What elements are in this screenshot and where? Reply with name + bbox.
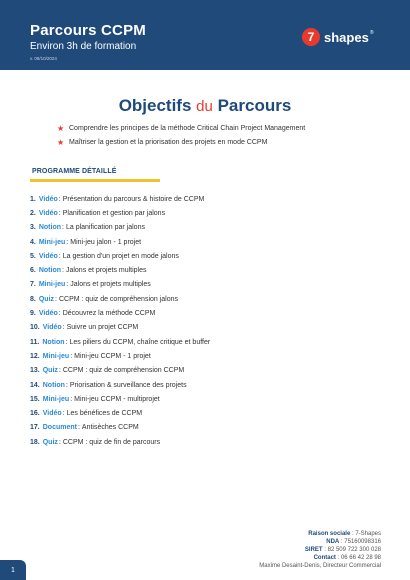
title-word-du: du	[196, 98, 213, 115]
item-type: Vidéo	[38, 195, 58, 203]
page-number: 1	[0, 560, 26, 580]
item-type: Vidéo	[38, 310, 58, 318]
item-number: 13.	[30, 367, 40, 375]
item-type: Mini-jeu	[42, 395, 70, 403]
program-item: 6. Notion : Jalons et projets multiples	[30, 267, 147, 275]
footer-siret: SIRET : 82 509 722 300 028	[304, 547, 381, 553]
logo-badge-icon: 7	[302, 28, 320, 46]
item-type: Notion	[38, 224, 62, 232]
item-number: 1.	[30, 195, 36, 203]
seven-shapes-logo	[302, 27, 374, 47]
program-item: 16. Vidéo : Les bénéfices de CCPM	[30, 410, 143, 418]
program-item: 7. Mini-jeu : Jalons et projets multiples	[30, 281, 151, 289]
logo-wordmark: shapes	[324, 29, 369, 45]
company-footer	[259, 530, 381, 570]
star-icon: ★	[57, 138, 65, 147]
item-text: Priorisation & surveillance des projets	[69, 381, 187, 389]
footer-raison: Raison sociale : 7-Shapes	[308, 531, 381, 537]
item-text: CCPM : quiz de compréhension CCPM	[62, 367, 185, 375]
item-type: Mini-jeu	[42, 352, 70, 360]
item-number: 15.	[30, 395, 40, 403]
item-type: Notion	[38, 267, 62, 275]
program-item: 14. Notion : Priorisation & surveillance des projets	[30, 381, 187, 389]
objective-text: Maîtriser la gestion et la priorisation des projets en mode CCPM	[69, 139, 268, 146]
program-item: 5. Vidéo : La gestion d'un projet en mode jalons	[30, 252, 179, 260]
star-icon: ★	[57, 124, 65, 133]
item-type: Mini-jeu	[38, 281, 66, 289]
item-type: Vidéo	[42, 324, 62, 332]
item-number: 17.	[30, 424, 40, 432]
item-text: Mini-jeu jalon - 1 projet	[70, 238, 142, 246]
course-duration: Environ 3h de formation	[30, 41, 137, 52]
program-item: 9. Vidéo : Découvrez la méthode CCPM	[30, 310, 156, 318]
item-text: La planification par jalons	[65, 224, 145, 232]
item-number: 6.	[30, 267, 36, 275]
item-number: 7.	[30, 281, 36, 289]
item-type: Vidéo	[42, 410, 62, 418]
title-word-objectifs: Objectifs	[118, 96, 192, 115]
item-text: Suivre un projet CCPM	[66, 324, 139, 332]
item-text: Jalons et projets multiples	[65, 267, 147, 275]
item-type: Quiz	[42, 367, 58, 375]
item-text: Présentation du parcours & histoire de CCPM	[62, 195, 205, 203]
item-type: Document	[42, 424, 77, 432]
program-item: 2. Vidéo : Planification et gestion par jalons	[30, 209, 166, 217]
item-text: CCPM : quiz de fin de parcours	[62, 438, 161, 446]
item-type: Vidéo	[38, 252, 58, 260]
footer-person: Maxime Desaint-Denis, Directeur Commercial	[259, 563, 381, 569]
item-text: Découvrez la méthode CCPM	[62, 310, 156, 318]
item-text: CCPM : quiz de compréhension jalons	[58, 295, 179, 303]
program-item: 3. Notion : La planification par jalons	[30, 224, 145, 232]
item-number: 3.	[30, 224, 36, 232]
header-band	[0, 0, 410, 70]
program-item: 10. Vidéo : Suivre un projet CCPM	[30, 324, 139, 332]
item-text: La gestion d'un projet en mode jalons	[62, 252, 179, 260]
program-item: 12. Mini-jeu : Mini-jeu CCPM - 1 projet	[30, 352, 151, 360]
objective-item	[57, 124, 387, 138]
item-text: Les piliers du CCPM, chaîne critique et buffer	[69, 338, 211, 346]
item-number: 12.	[30, 352, 40, 360]
program-list	[30, 192, 370, 449]
item-number: 9.	[30, 310, 36, 318]
program-item: 4. Mini-jeu : Mini-jeu jalon - 1 projet	[30, 238, 142, 246]
item-text: Planification et gestion par jalons	[62, 209, 166, 217]
program-item: 17. Document : Antisèches CCPM	[30, 424, 139, 432]
footer-nda: NDA : 75160098316	[326, 539, 381, 545]
heading-underline	[30, 179, 160, 182]
item-type: Notion	[42, 338, 65, 346]
course-title: Parcours CCPM	[30, 22, 146, 39]
item-number: 18.	[30, 438, 40, 446]
title-word-parcours: Parcours	[217, 96, 292, 115]
program-item: 1. Vidéo : Présentation du parcours & histoire de CCPM	[30, 195, 205, 203]
footer-contact: Contact : 06 66 42 28 98	[313, 555, 381, 561]
objectives-list	[57, 124, 387, 152]
item-number: 8.	[30, 295, 36, 303]
program-item: 15. Mini-jeu : Mini-jeu CCPM - multiprojet	[30, 395, 160, 403]
item-number: 2.	[30, 209, 36, 217]
item-type: Vidéo	[38, 209, 58, 217]
item-number: 4.	[30, 238, 36, 246]
program-item: 18. Quiz : CCPM : quiz de fin de parcours	[30, 438, 161, 446]
item-text: Jalons et projets multiples	[70, 281, 151, 289]
registered-mark: ®	[369, 30, 374, 36]
program-item: 8. Quiz : CCPM : quiz de compréhension jalons	[30, 295, 179, 303]
item-type: Notion	[42, 381, 65, 389]
item-number: 10.	[30, 324, 40, 332]
page-title	[0, 96, 410, 116]
version-date: v. 08/10/2024	[30, 56, 57, 61]
program-heading: PROGRAMME DÉTAILLÉ	[32, 168, 117, 175]
item-text: Mini-jeu CCPM - 1 projet	[74, 352, 151, 360]
item-type: Quiz	[42, 438, 58, 446]
item-number: 11.	[30, 338, 40, 346]
item-type: Mini-jeu	[38, 238, 66, 246]
item-number: 16.	[30, 410, 40, 418]
item-number: 5.	[30, 252, 36, 260]
program-item: 13. Quiz : CCPM : quiz de compréhension CCPM	[30, 367, 185, 375]
item-text: Mini-jeu CCPM - multiprojet	[74, 395, 160, 403]
item-text: Antisèches CCPM	[81, 424, 139, 432]
objective-text: Comprendre les principes de la méthode Critical Chain Project Management	[69, 125, 306, 132]
item-number: 14.	[30, 381, 40, 389]
objective-item	[57, 138, 387, 152]
program-item: 11. Notion : Les piliers du CCPM, chaîne critique et buffer	[30, 338, 211, 346]
item-text: Les bénéfices de CCPM	[66, 410, 143, 418]
item-type: Quiz	[38, 295, 55, 303]
